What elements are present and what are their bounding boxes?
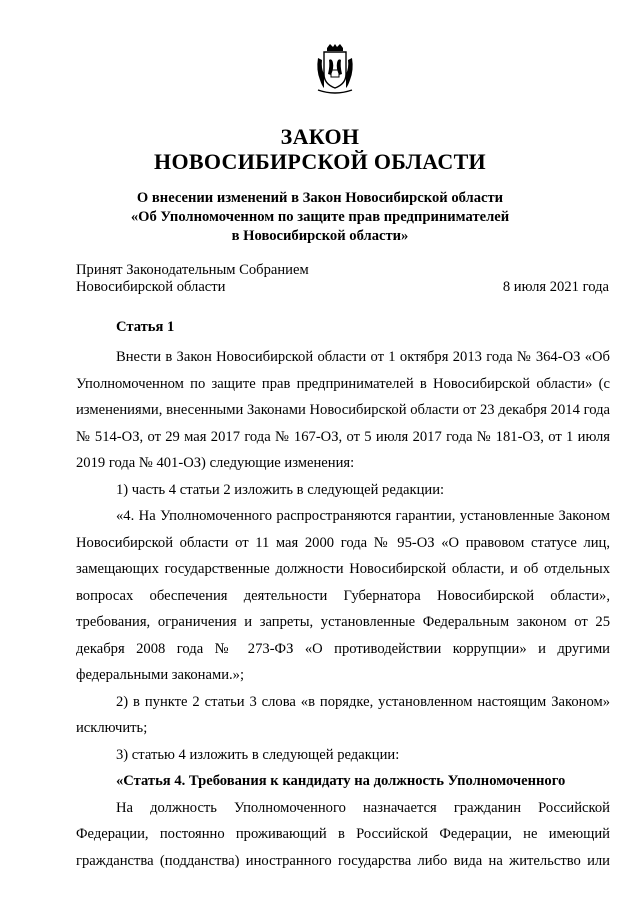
subtitle-line1: О внесении изменений в Закон Новосибирской области — [136, 190, 504, 206]
law-title-line2: НОВОСИБИРСКОЙ ОБЛАСТИ — [154, 149, 486, 174]
subtitle-line2: «Об Уполномоченном по защите прав предпринимателей — [130, 209, 510, 225]
coat-of-arms-icon — [314, 44, 356, 96]
article-body — [76, 314, 610, 874]
article-heading: Статья 1 — [116, 319, 175, 335]
adoption-date: 8 июля 2021 года — [502, 279, 609, 295]
paragraph: Внести в Закон Новосибирской области от 1 октября 2013 года № 364-ОЗ «Об Уполномоченном по защите прав предпринимателей в Новосибирской области» (с изменениями, внесенными Законами Новосибирской области от 23 декабря 2014 года № 514-ОЗ, от 29 мая 2017 года № 167-ОЗ, от 5 июля 2017 года № 181-ОЗ, от 1 июля 2019 года № 401-ОЗ) следующие изменения: — [76, 349, 610, 471]
paragraph: 3) статью 4 изложить в следующей редакции: — [116, 746, 400, 763]
paragraph: «4. На Уполномоченного распространяются гарантии, установленные Законом Новосибирской области от 11 мая 2000 года № 95-ОЗ «О правовом статусе лиц, замещающих государственные должности Новосибирской области, и об отдельных вопросах обеспечения деятельности Губернатора Новосибирской области», требования, ограничения и запреты, установленные Федеральным законом от 25 декабря 2008 года № 273-ФЗ «О противодействии коррупции» и другими федеральными законами.»; — [76, 508, 610, 683]
adopted-by-line1: Принят Законодательным Собранием — [76, 262, 309, 278]
adopted-by-line2: Новосибирской области — [76, 279, 226, 295]
paragraph: 1) часть 4 статьи 2 изложить в следующей редакции: — [116, 481, 445, 498]
paragraph: 2) в пункте 2 статьи 3 слова «в порядке, установленном настоящим Законом» исключить; — [76, 693, 610, 736]
law-title-line1: ЗАКОН — [280, 124, 360, 149]
paragraph: На должность Уполномоченного назначается гражданин Российской Федерации, постоянно проживающий в Российской Федерации, не имеющий гражданства (подданства) иностранного государства либо вида на жительство или — [76, 799, 610, 869]
article-4-heading: «Статья 4. Требования к кандидату на должность Уполномоченного — [116, 773, 566, 789]
subtitle-line3: в Новосибирской области» — [231, 228, 409, 244]
